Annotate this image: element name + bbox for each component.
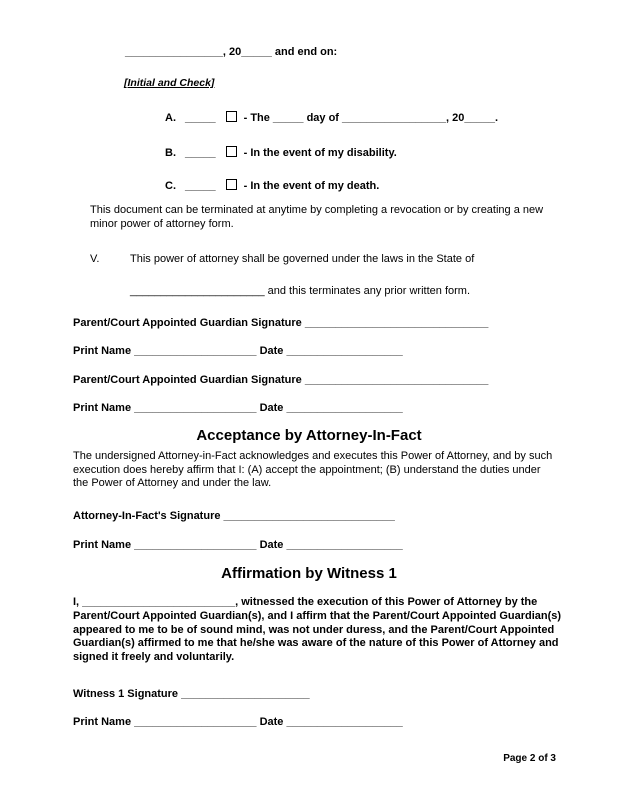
date-label: Date xyxy=(259,539,284,551)
acceptance-paragraph: The undersigned Attorney-in-Fact acknowledges and executes this Power of Attorney, and by such execution does hereby affirm that I: (A) accept the appointment; (B) understand the duties under the Power of Attorney and under the law. xyxy=(73,450,553,489)
guardian-signature-label: Parent/Court Appointed Guardian Signature xyxy=(73,374,302,386)
attorney-print-date-row xyxy=(73,539,403,553)
attorney-signature-row xyxy=(73,510,395,524)
option-row-b xyxy=(165,146,397,161)
witness1-affirmation-paragraph: I, _________________________, witnessed the execution of this Power of Attorney by the Parent/Court Appointed Guardian(s), and I affirm that the Parent/Court Appointed Guardian(s) appeared to me to be of sound mind, was not under duress, and the Parent/Court Appointed Guardian(s) affirmed to me that he/she was aware of the nature of this Power of Attorney and signed it freely and voluntarily. xyxy=(73,596,562,664)
date-label: Date xyxy=(259,345,284,357)
termination-paragraph: This document can be terminated at anytime by completing a revocation or by creating a new minor power of attorney form. xyxy=(90,204,544,230)
checkbox-icon xyxy=(226,146,237,157)
witness1-print-date-row xyxy=(73,716,403,730)
option-a-text: - The _____ day of _________________, 20_____. xyxy=(243,112,499,124)
guardian-signature-blank: ______________________________ xyxy=(304,317,489,329)
attorney-signature-label: Attorney-In-Fact's Signature xyxy=(73,510,221,522)
attorney-signature-blank: ____________________________ xyxy=(223,510,395,522)
date-blank: ___________________ xyxy=(286,539,403,551)
guardian-signature-row-1 xyxy=(73,317,488,331)
print-name-label: Print Name xyxy=(73,716,132,728)
option-c-letter: C. xyxy=(165,180,176,192)
date-blank: ___________________ xyxy=(286,345,403,357)
print-name-label: Print Name xyxy=(73,345,132,357)
end-date-continuation-line: ________________, 20_____ and end on: xyxy=(125,46,338,58)
option-c-text: - In the event of my death. xyxy=(243,180,380,192)
witness1-signature-label: Witness 1 Signature xyxy=(73,688,179,700)
clause-v-state-blank-line: ______________________ and this terminates any prior written form. xyxy=(130,285,471,297)
option-row-a xyxy=(165,111,498,126)
witness1-section-heading: Affirmation by Witness 1 xyxy=(221,565,397,582)
guardian-signature-row-2 xyxy=(73,374,488,388)
guardian-signature-blank: ______________________________ xyxy=(304,374,489,386)
option-row-c xyxy=(165,179,379,194)
print-name-blank: ____________________ xyxy=(134,345,257,357)
date-label: Date xyxy=(259,402,284,414)
print-name-blank: ____________________ xyxy=(134,402,257,414)
option-c-initial-blank: _____ xyxy=(185,180,216,192)
initial-and-check-instruction: [Initial and Check] xyxy=(124,77,215,89)
option-b-text: - In the event of my disability. xyxy=(243,147,397,159)
date-blank: ___________________ xyxy=(286,402,403,414)
option-b-letter: B. xyxy=(165,147,176,159)
witness1-signature-row xyxy=(73,688,310,702)
date-blank: ___________________ xyxy=(286,716,403,728)
acceptance-section-heading: Acceptance by Attorney-In-Fact xyxy=(196,427,422,444)
witness1-signature-blank: _____________________ xyxy=(181,688,310,700)
print-name-blank: ____________________ xyxy=(134,716,257,728)
date-label: Date xyxy=(259,716,284,728)
print-name-label: Print Name xyxy=(73,539,132,551)
option-a-letter: A. xyxy=(165,112,176,124)
option-a-initial-blank: _____ xyxy=(185,112,216,124)
guardian-print-date-row-1 xyxy=(73,345,403,359)
print-name-blank: ____________________ xyxy=(134,539,257,551)
page-number: Page 2 of 3 xyxy=(503,753,556,764)
option-b-initial-blank: _____ xyxy=(185,147,216,159)
checkbox-icon xyxy=(226,111,237,122)
clause-v-numeral: V. xyxy=(90,253,100,265)
clause-v-text: This power of attorney shall be governed under the laws in the State of xyxy=(130,253,475,265)
guardian-signature-label: Parent/Court Appointed Guardian Signature xyxy=(73,317,302,329)
print-name-label: Print Name xyxy=(73,402,132,414)
checkbox-icon xyxy=(226,179,237,190)
guardian-print-date-row-2 xyxy=(73,402,403,416)
